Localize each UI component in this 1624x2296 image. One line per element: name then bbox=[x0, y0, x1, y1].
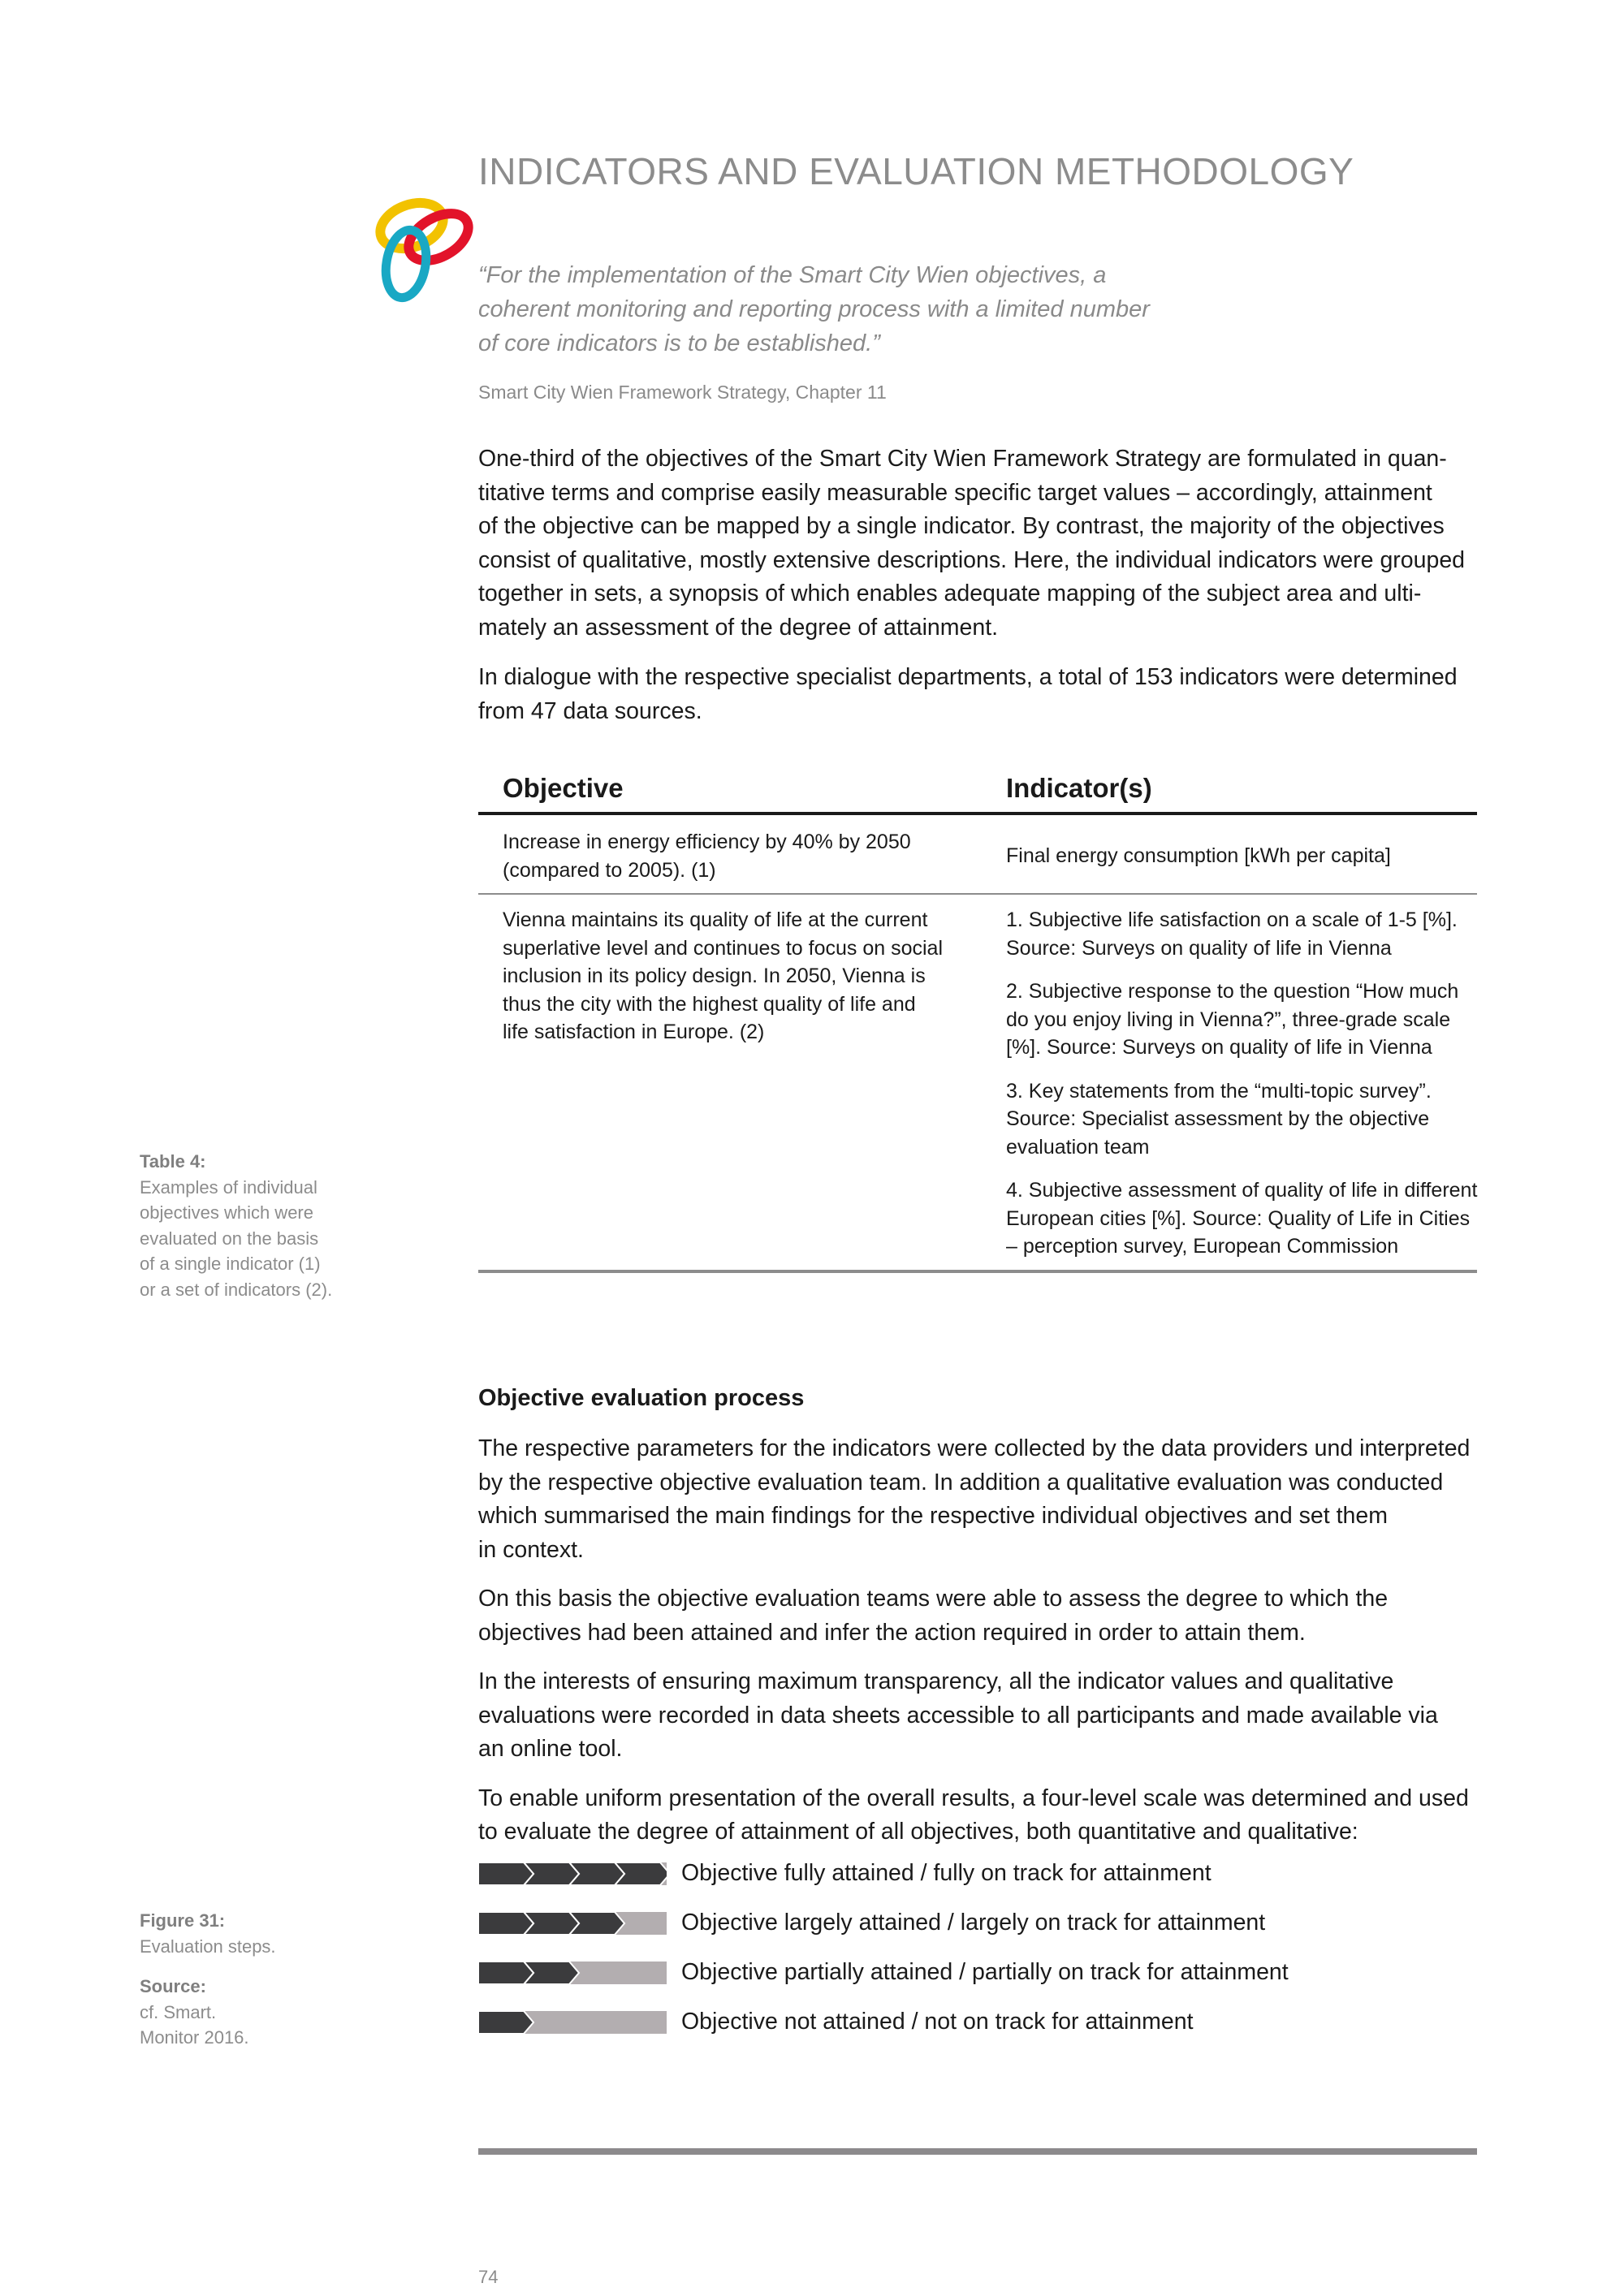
scale-arrow bbox=[478, 1862, 533, 1885]
indicator-item bbox=[1006, 906, 1485, 962]
text-line: Source: Specialist assessment by the objective bbox=[1006, 1107, 1430, 1130]
paragraph bbox=[478, 661, 1485, 728]
text-line: together in sets, a synopsis of which enables adequate mapping of the subject area and ulti- bbox=[478, 580, 1422, 606]
text-line: from 47 data sources. bbox=[478, 697, 702, 724]
text-line: which summarised the main findings for the respective individual objectives and set them bbox=[478, 1503, 1388, 1529]
text-line: by the respective objective evaluation team. In addition a qualitative evaluation was conducted bbox=[478, 1469, 1444, 1495]
footer-rule bbox=[478, 2148, 1477, 2155]
paragraph bbox=[478, 1782, 1485, 1849]
text-line: (compared to 2005). (1) bbox=[503, 858, 716, 882]
paragraph bbox=[478, 1665, 1485, 1767]
text-line: One-third of the objectives of the Smart City Wien Framework Strategy are formulated in quan- bbox=[478, 446, 1447, 472]
smart-city-logo bbox=[361, 187, 491, 317]
caption-text: Evaluation steps. bbox=[140, 1936, 276, 1957]
scale-label: Objective fully attained / fully on track for attainment bbox=[681, 1860, 1212, 1886]
indicator-item bbox=[1006, 1077, 1485, 1162]
text-line: 4. Subjective assessment of quality of life in different bbox=[1006, 1179, 1478, 1202]
progress-arrows-icon bbox=[478, 1912, 667, 1935]
header-objective: Objective bbox=[503, 773, 624, 803]
text-line: in context. bbox=[478, 1536, 584, 1563]
progress-arrows-icon bbox=[478, 1862, 667, 1885]
table-header-row bbox=[478, 766, 1477, 815]
text-line: Increase in energy efficiency by 40% by 2050 bbox=[503, 831, 911, 853]
text-line: Monitor 2016. bbox=[140, 2027, 249, 2048]
objective-cell bbox=[503, 906, 957, 1047]
table-row bbox=[478, 815, 1477, 895]
caption-label: Figure 31: bbox=[140, 1910, 226, 1931]
objectives-table bbox=[478, 766, 1477, 1273]
text-line: inclusion in its policy design. In 2050, Vienna is bbox=[503, 965, 926, 987]
text-line: [%]. Source: Surveys on quality of life in Vienna bbox=[1006, 1036, 1432, 1059]
text-line: – perception survey, European Commission bbox=[1006, 1235, 1399, 1258]
caption-label: Table 4: bbox=[140, 1151, 206, 1172]
text-line: an online tool. bbox=[478, 1736, 623, 1762]
progress-arrows-icon bbox=[478, 2011, 667, 2034]
indicator-cell bbox=[1006, 906, 1485, 1276]
text-line: In the interests of ensuring maximum transparency, all the indicator values and qualitative bbox=[478, 1668, 1394, 1694]
scale-label: Objective not attained / not on track for attainment bbox=[681, 2009, 1194, 2035]
text-line: evaluation team bbox=[1006, 1135, 1150, 1159]
text-line: objectives which were bbox=[140, 1202, 313, 1223]
text-line: cf. Smart. bbox=[140, 2001, 217, 2022]
quote-line: of core indicators is to be established.” bbox=[478, 330, 880, 356]
text-line: On this basis the objective evaluation teams were able to assess the degree to which the bbox=[478, 1586, 1389, 1612]
text-line: 1. Subjective life satisfaction on a scale of 1-5 [%]. bbox=[1006, 908, 1458, 931]
scale-label: Objective partially attained / partially on track for attainment bbox=[681, 1959, 1289, 1985]
progress-arrows-icon bbox=[478, 1962, 667, 1984]
text-line: Vienna maintains its quality of life at the current bbox=[503, 908, 928, 931]
text-line: The respective parameters for the indicators were collected by the data providers und interpreted bbox=[478, 1435, 1471, 1461]
table-caption bbox=[140, 1149, 359, 1302]
paragraph bbox=[478, 1432, 1485, 1567]
text-line: evaluated on the basis bbox=[140, 1228, 319, 1249]
text-line: 2. Subjective response to the question “How much bbox=[1006, 980, 1459, 1003]
text-line: Examples of individual bbox=[140, 1176, 317, 1198]
intro-text bbox=[478, 442, 1485, 744]
figure-caption bbox=[140, 1908, 359, 2051]
page-number: 74 bbox=[478, 2267, 499, 2287]
text-line: of the objective can be mapped by a single indicator. By contrast, the majority of the objectives bbox=[478, 513, 1445, 539]
text-line: European cities [%]. Source: Quality of Life in Cities bbox=[1006, 1206, 1471, 1230]
quote-line: “For the implementation of the Smart City Wien objectives, a bbox=[478, 262, 1107, 288]
objective-cell bbox=[503, 828, 957, 884]
text-line: of a single indicator (1) bbox=[140, 1254, 321, 1274]
text-line: thus the city with the highest quality of life and bbox=[503, 992, 916, 1016]
paragraph bbox=[478, 442, 1485, 645]
table-row bbox=[478, 895, 1477, 1273]
paragraph bbox=[478, 1582, 1485, 1650]
scale-arrow bbox=[478, 1962, 533, 1984]
source-label: Source: bbox=[140, 1976, 206, 1996]
text-line: Source: Surveys on quality of life in Vienna bbox=[1006, 936, 1392, 960]
text-line: In dialogue with the respective specialist departments, a total of 153 indicators were determined bbox=[478, 664, 1458, 690]
quote-source: Smart City Wien Framework Strategy, Chapter 11 bbox=[478, 382, 887, 403]
section-title: Objective evaluation process bbox=[478, 1385, 805, 1411]
scale-label: Objective largely attained / largely on track for attainment bbox=[681, 1910, 1266, 1936]
quote-line: coherent monitoring and reporting process with a limited number bbox=[478, 296, 1150, 322]
text-line: life satisfaction in Europe. (2) bbox=[503, 1021, 765, 1043]
scale-arrow bbox=[478, 2011, 533, 2034]
text-line: titative terms and comprise easily measurable specific target values – accordingly, attainment bbox=[478, 479, 1432, 506]
text-line: do you enjoy living in Vienna?”, three-grade scale bbox=[1006, 1008, 1451, 1031]
text-line: mately an assessment of the degree of attainment. bbox=[478, 614, 999, 641]
text-line: To enable uniform presentation of the overall results, a four-level scale was determined and used bbox=[478, 1785, 1469, 1811]
quote bbox=[478, 258, 1209, 360]
text-line: 3. Key statements from the “multi-topic survey”. bbox=[1006, 1079, 1432, 1103]
text-line: consist of qualitative, mostly extensive descriptions. Here, the individual indicators were grouped bbox=[478, 546, 1466, 573]
indicator-item bbox=[1006, 978, 1485, 1062]
header-indicators: Indicator(s) bbox=[1006, 773, 1152, 803]
process-text bbox=[478, 1432, 1485, 1865]
text-line: to evaluate the degree of attainment of all objectives, both quantitative and qualitative: bbox=[478, 1819, 1358, 1845]
text-line: objectives had been attained and infer the action required in order to attain them. bbox=[478, 1619, 1306, 1646]
text-line: evaluations were recorded in data sheets accessible to all participants and made available via bbox=[478, 1702, 1438, 1728]
text-line: or a set of indicators (2). bbox=[140, 1279, 333, 1300]
scale-arrow bbox=[478, 1912, 533, 1935]
indicator-item bbox=[1006, 1176, 1485, 1261]
text-line: superlative level and continues to focus on social bbox=[503, 936, 943, 960]
indicator-cell: Final energy consumption [kWh per capita] bbox=[1006, 844, 1391, 867]
page-heading: INDICATORS AND EVALUATION METHODOLOGY bbox=[478, 150, 1354, 192]
